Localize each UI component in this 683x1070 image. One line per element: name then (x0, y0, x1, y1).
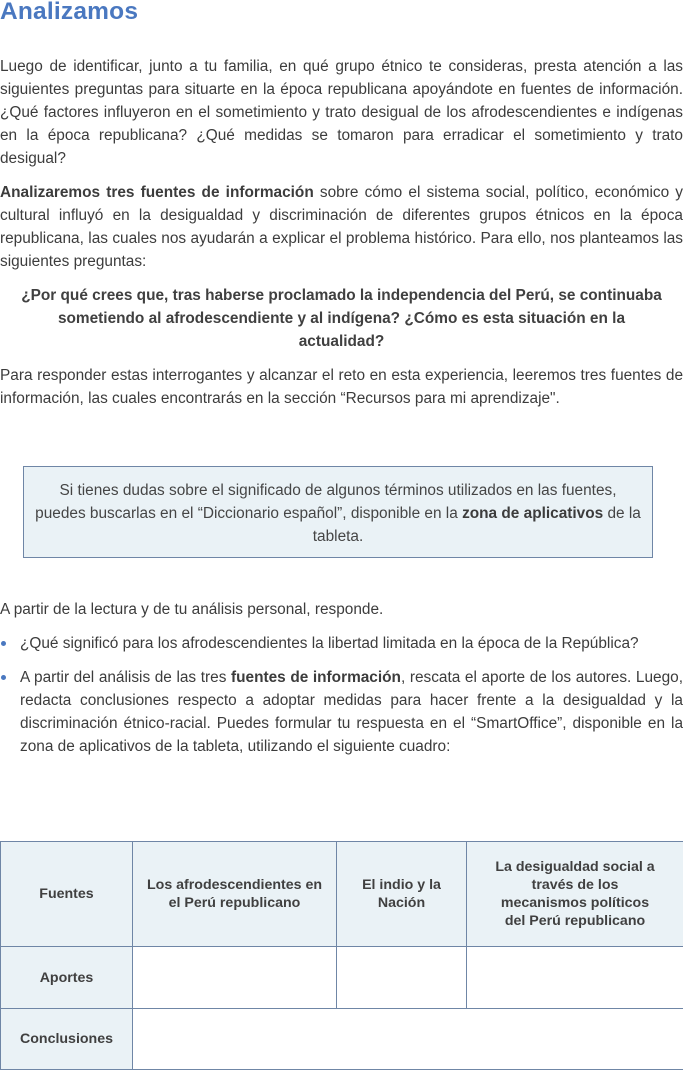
row-label-aportes: Aportes (1, 947, 133, 1009)
sources-table (0, 841, 683, 1070)
dictionary-note-box (23, 466, 653, 558)
bullet-icon (1, 641, 6, 646)
table-row (1, 1009, 683, 1070)
note-text-before: Si tienes dudas sobre el significado de algunos términos utilizados en las fuentes, puedes buscarlas en el “Diccionario español”, disponible en la (35, 482, 616, 522)
aportes-cell-2[interactable] (337, 947, 467, 1009)
list-item (0, 666, 683, 758)
list-item (0, 632, 683, 655)
header-source-3: La desigualdad social a través de los mecanismos políticos del Perú republicano (467, 842, 683, 947)
question-list (0, 632, 683, 769)
aportes-cell-1[interactable] (133, 947, 337, 1009)
bullet-icon (1, 675, 6, 680)
bullet-text-before: ¿Qué significó para los afrodescendientes la libertad limitada en la época de la República? (20, 635, 639, 652)
header-source-2: El indio y la Nación (337, 842, 467, 947)
respond-paragraph: Para responder estas interrogantes y alcanzar el reto en esta experiencia, leeremos tres fuentes de información, las cuales encontrarás en la sección “Recursos para mi aprendizaje". (0, 364, 683, 410)
conclusiones-cell[interactable] (133, 1009, 683, 1070)
aportes-cell-3[interactable] (467, 947, 683, 1009)
page-title: Analizamos (0, 0, 138, 26)
header-source-1: Los afrodescendientes en el Perú republicano (133, 842, 337, 947)
bullet-text-before: A partir del análisis de las tres (20, 669, 231, 686)
table-row (1, 947, 683, 1009)
respond-prompt: A partir de la lectura y de tu análisis personal, responde. (0, 598, 683, 621)
intro-paragraph: Luego de identificar, junto a tu familia, en qué grupo étnico te consideras, presta atención a las siguientes preguntas para situarte en la época republicana apoyándote en fuentes de información. ¿Qué factores influyeron en el sometimiento y trato desigual de los afrodescendientes e indígenas en la época republicana? ¿Qué medidas se tomaron para erradicar el sometimiento y trato desigual? (0, 55, 683, 170)
analysis-lead: Analizaremos tres fuentes de información (0, 184, 314, 201)
note-bold: zona de aplicativos (462, 505, 603, 522)
header-fuentes: Fuentes (1, 842, 133, 947)
bullet-bold: fuentes de información (231, 669, 401, 686)
bullet-text-after: , rescata el aporte de los autores. Luego, redacta conclusiones respecto a adoptar medidas para hacer frente a la desigualdad y la discriminación étnico-racial. Puedes formular tu respuesta en el “SmartOffice”, disponible en la zona de aplicativos de la tableta, utilizando el siguiente cuadro: (20, 669, 683, 755)
key-question: ¿Por qué crees que, tras haberse proclamado la independencia del Perú, se continuaba sometiendo al afrodescendiente y al indígena? ¿Cómo es esta situación en la actualidad? (20, 284, 663, 353)
analysis-paragraph (0, 181, 683, 273)
analysis-rest: sobre cómo el sistema social, político, económico y cultural influyó en la desigualdad y discriminación de diferentes grupos étnicos en la época republicana, las cuales nos ayudarán a explicar el problema histórico. Para ello, nos planteamos las siguientes preguntas: (0, 184, 683, 270)
note-text-after: de la tableta. (313, 505, 641, 545)
row-label-conclusiones: Conclusiones (1, 1009, 133, 1070)
table-header-row (1, 842, 683, 947)
